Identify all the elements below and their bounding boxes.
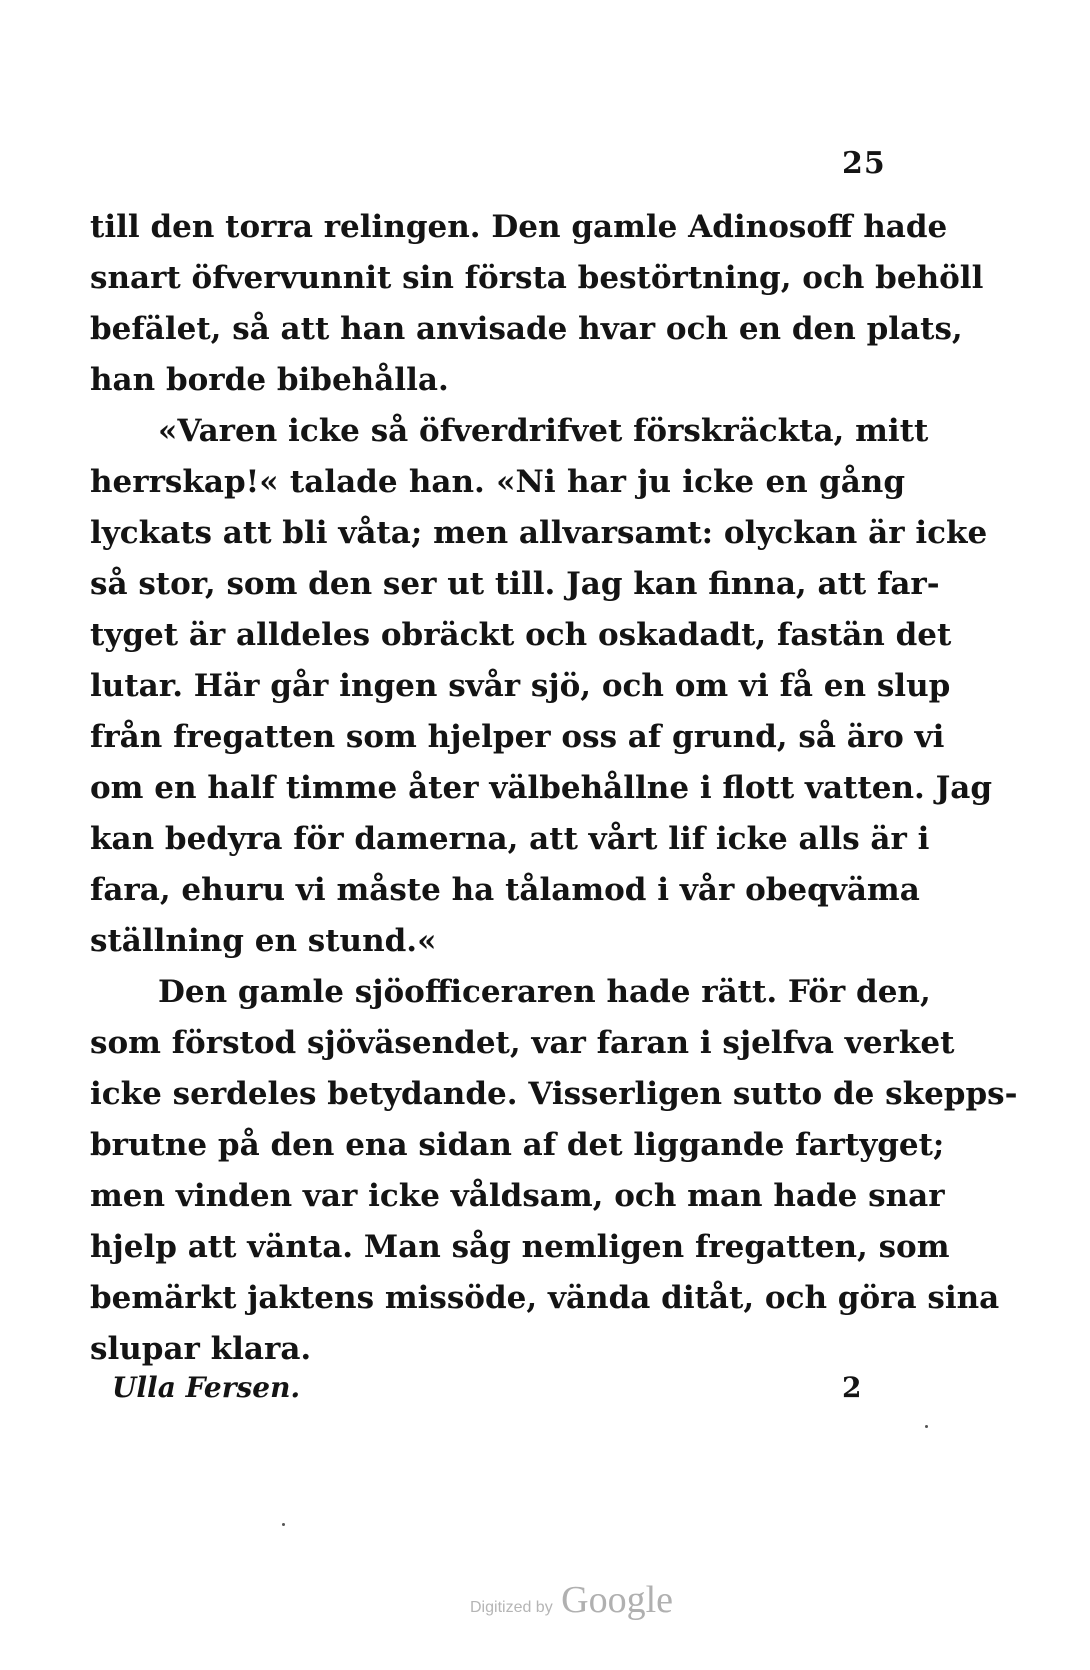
text-line: Den gamle sjöofficeraren hade rätt. För den, (158, 974, 931, 1010)
text-line: hjelp att vänta. Man såg nemligen fregatten, som (90, 1229, 950, 1265)
text-line: han borde bibehålla. (90, 362, 449, 398)
paragraph-2 (90, 406, 993, 967)
running-footer-title: Ulla Fersen. (112, 1371, 301, 1404)
text-line: kan bedyra för damerna, att vårt lif icke alls är i (90, 821, 930, 857)
text-line: icke serdeles betydande. Visserligen sutto de skepps- (90, 1076, 1018, 1112)
text-line: som förstod sjöväsendet, var faran i sjelfva verket (90, 1025, 955, 1061)
page-footer (112, 1371, 862, 1411)
text-line: herrskap!« talade han. «Ni har ju icke en gång (90, 464, 905, 500)
print-speck (925, 1425, 928, 1428)
print-speck (282, 1523, 285, 1526)
text-line: snart öfvervunnit sin första bestörtning, och behöll (90, 260, 984, 296)
text-line: fara, ehuru vi måste ha tålamod i vår obeqväma (90, 872, 920, 908)
signature-mark: 2 (842, 1371, 862, 1404)
text-line: från fregatten som hjelper oss af grund, så äro vi (90, 719, 945, 755)
text-line: men vinden var icke våldsam, och man hade snar (90, 1178, 945, 1214)
text-line: om en half timme åter välbehållne i flott vatten. Jag (90, 770, 993, 806)
paragraph-3 (90, 967, 1018, 1375)
text-line: tyget är alldeles obräckt och oskadadt, fastän det (90, 617, 952, 653)
text-line: lutar. Här går ingen svår sjö, och om vi få en slup (90, 668, 951, 704)
text-line: slupar klara. (90, 1331, 312, 1367)
digitized-watermark (470, 1578, 674, 1621)
text-line: ställning en stund.« (90, 923, 437, 959)
text-line: bemärkt jaktens missöde, vända ditåt, och göra sina (90, 1280, 1000, 1316)
text-line: «Varen icke så öfverdrifvet förskräckta, mitt (158, 413, 929, 449)
paragraph-1 (90, 202, 984, 406)
text-line: så stor, som den ser ut till. Jag kan finna, att far- (90, 566, 940, 602)
digitized-label: Digitized by (470, 1599, 553, 1616)
text-line: brutne på den ena sidan af det liggande fartyget; (90, 1127, 945, 1163)
body-text (90, 202, 1018, 1375)
google-logo: Google (561, 1579, 674, 1621)
text-line: befälet, så att han anvisade hvar och en den plats, (90, 311, 963, 347)
page-number: 25 (842, 146, 886, 181)
text-line: till den torra relingen. Den gamle Adinosoff hade (90, 209, 948, 245)
text-line: lyckats att bli våta; men allvarsamt: olyckan är icke (90, 515, 988, 551)
